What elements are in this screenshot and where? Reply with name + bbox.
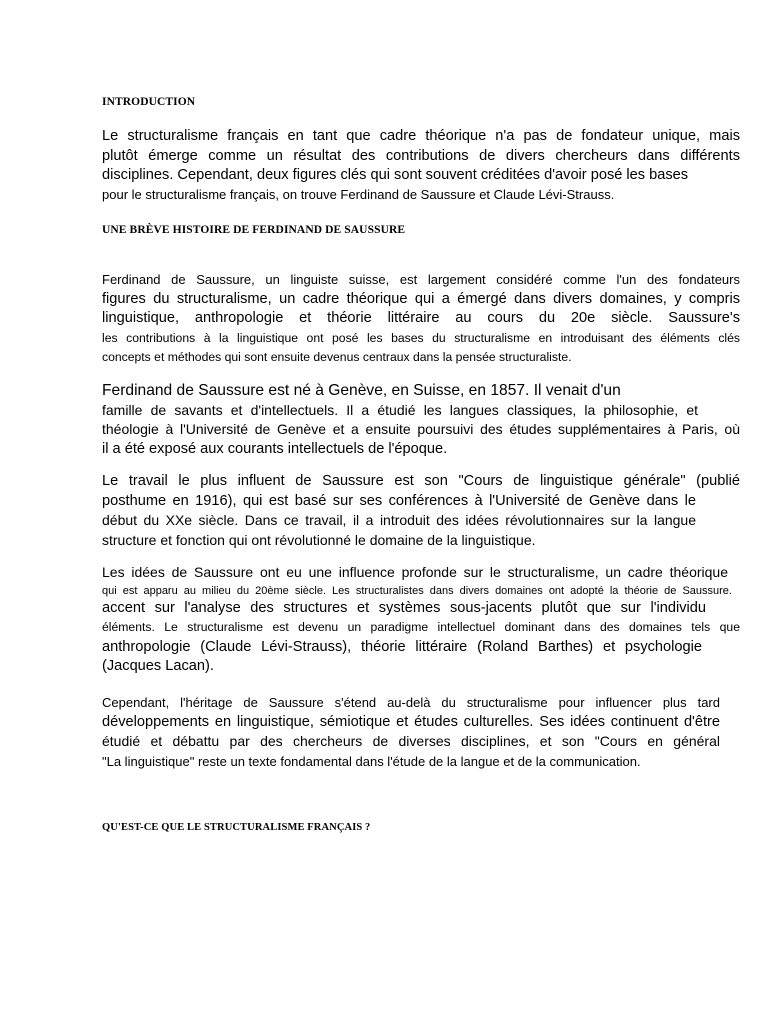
text-line: concepts et méthodes qui sont ensuite devenus centraux dans la pensée structuraliste. [102,350,572,364]
text-line: Cependant, l'héritage de Saussure s'étend au-delà du structuralisme pour influencer plus tard [102,695,720,710]
text-line: plutôt émerge comme un résultat des contributions de divers chercheurs dans différents [102,147,740,164]
text-line: anthropologie (Claude Lévi-Strauss), théorie littéraire (Roland Barthes) et psychologie [102,638,702,655]
text-line: Le structuralisme français en tant que cadre théorique n'a pas de fondateur unique, mais [102,128,740,144]
text-line: qui est apparu au milieu du 20ème siècle. Les structuralistes dans divers domaines ont adopté la théorie de Saussure. [102,584,732,597]
text-line: Ferdinand de Saussure, un linguiste suisse, est largement considéré comme l'un des fondateurs [102,272,740,287]
paragraph-saussure-birth [102,381,740,459]
text-line: (Jacques Lacan). [102,658,214,674]
paragraph-saussure-intro [102,270,740,368]
text-line: linguistique, anthropologie et théorie littéraire au cours du 20e siècle. Saussure's [102,310,740,326]
text-line: les contributions à la linguistique ont posé les bases du structuralisme en introduisant des éléments clés [102,330,740,345]
text-line: posthume en 1916), qui est basé sur ses conférences à l'Université de Genève dans le [102,492,696,509]
text-line: théologie à l'Université de Genève et a ensuite poursuivi des études supplémentaires à Paris, où [102,421,740,437]
text-line: il a été exposé aux courants intellectuels de l'époque. [102,440,448,457]
text-line: disciplines. Cependant, deux figures clés qui sont souvent créditées d'avoir posé les bases [102,167,689,183]
document-page [102,0,740,1024]
text-line: pour le structuralisme français, on trouve Ferdinand de Saussure et Claude Lévi-Strauss. [102,186,615,202]
text-line: famille de savants et d'intellectuels. Il a étudié les langues classiques, la philosophie, et [102,401,698,418]
text-line: structure et fonction qui ont révolutionné le domaine de la linguistique. [102,531,536,548]
paragraph-intro [102,127,740,203]
text-line: Les idées de Saussure ont eu une influence profonde sur le structuralisme, un cadre théorique [102,564,728,580]
heading-saussure-history: UNE BRÈVE HISTOIRE DE FERDINAND DE SAUSSURE [102,224,406,236]
heading-introduction: INTRODUCTION [102,96,196,108]
heading-what-is-structuralism: QU'EST-CE QUE LE STRUCTURALISME FRANÇAIS ? [102,822,371,833]
text-line: Le travail le plus influent de Saussure est son "Cours de linguistique générale" (publié [102,473,740,489]
text-line: développements en linguistique, sémiotique et études culturelles. Ses idées continuent d'être [102,713,720,730]
text-line: début du XXe siècle. Dans ce travail, il a introduit des idées révolutionnaires sur la langue [102,512,696,528]
paragraph-saussure-legacy [102,693,740,771]
text-line: Ferdinand de Saussure est né à Genève, en Suisse, en 1857. Il venait d'un [102,382,621,399]
paragraph-saussure-influence [102,563,740,677]
text-line: étudié et débattu par des chercheurs de diverses disciplines, et son "Cours en général [102,733,720,749]
text-line: figures du structuralisme, un cadre théorique qui a émergé dans divers domaines, y compris [102,290,740,307]
text-line: accent sur l'analyse des structures et systèmes sous-jacents plutôt que sur l'individu [102,599,706,616]
text-line: "La linguistique" reste un texte fondamental dans l'étude de la langue et de la communication. [102,753,641,769]
text-line: éléments. Le structuralisme est devenu un paradigme intellectuel dominant dans des domaines tels que [102,620,740,634]
paragraph-saussure-work [102,472,740,550]
